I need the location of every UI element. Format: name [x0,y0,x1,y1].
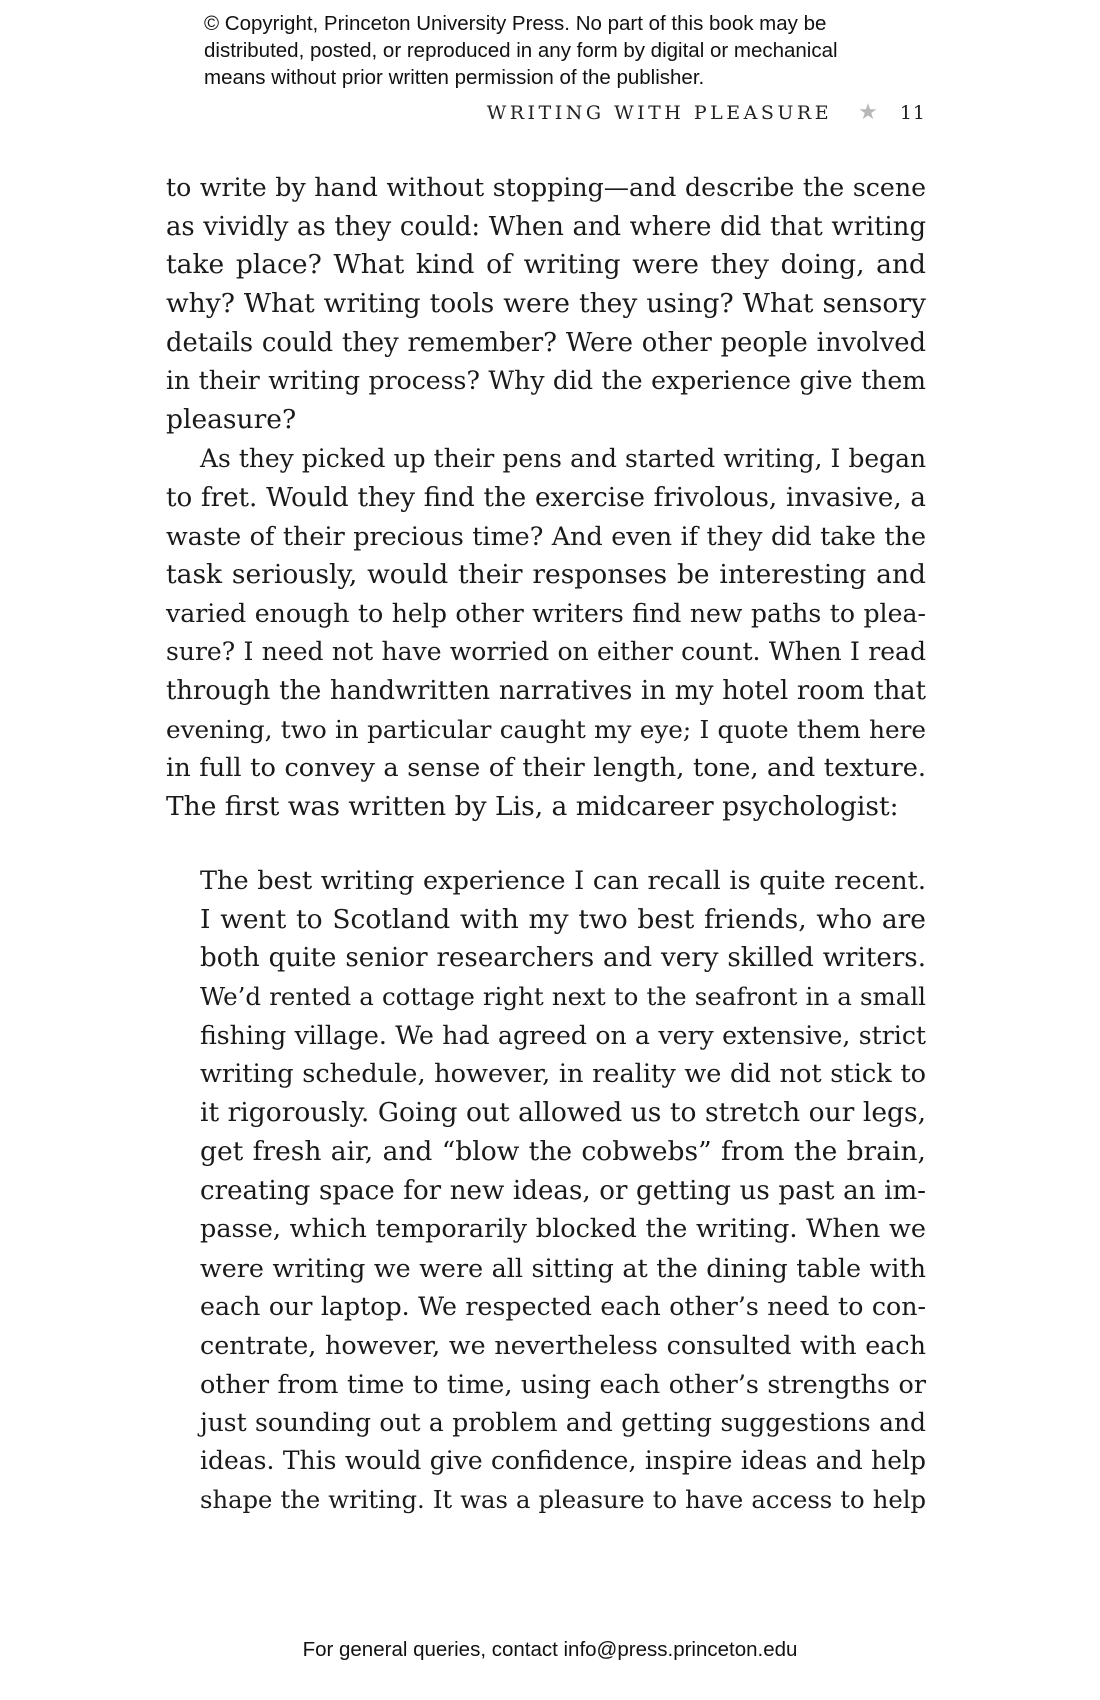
quote-line: centrate, however, we nevertheless consulted with each [200,1330,926,1361]
blockquote [200,862,926,1520]
body-line: as vividly as they could: When and where did that writing [166,211,926,242]
quote-line: We’d rented a cottage right next to the seafront in a small [200,982,926,1012]
quote-line: ideas. This would give confidence, inspire ideas and help [200,1446,926,1476]
copyright-line: means without prior written permission of the publisher. [204,66,705,89]
body-line: through the handwritten narratives in my hotel room that [166,675,926,706]
star-icon: ★ [858,100,878,125]
footer-contact: For general queries, contact info@press.princeton.edu [302,1638,798,1661]
quote-line: just sounding out a problem and getting suggestions and [200,1407,926,1437]
body-line: As they picked up their pens and started writing, I began [200,443,926,473]
body-line: to write by hand without stopping—and describe the scene [166,173,926,202]
quote-line: fishing village. We had agreed on a very extensive, strict [200,1020,926,1050]
quote-line: other from time to time, using each other’s strengths or [200,1368,926,1399]
body-line: The first was written by Lis, a midcareer psychologist: [166,791,899,822]
copyright-line: distributed, posted, or reproduced in any form by digital or mechanical [204,39,838,62]
copyright-notice [204,10,924,91]
body-line: why? What writing tools were they using? What sensory [166,288,926,320]
quote-line: creating space for new ideas, or getting us past an im- [200,1175,926,1206]
quote-line: each our laptop. We respected each other’s need to con- [200,1291,926,1321]
quote-line: it rigorously. Going out allowed us to stretch our legs, [200,1097,926,1129]
body-text [166,169,926,827]
body-line: varied enough to help other writers find new paths to plea- [166,598,926,628]
body-line: task seriously, would their responses be interesting and [166,558,926,590]
running-head-title: WRITING WITH PLEASURE [486,101,833,124]
body-line: in their writing process? Why did the experience give them [166,366,926,396]
body-line: pleasure? [166,404,297,436]
quote-line: get fresh air, and “blow the cobwebs” from the brain, [200,1135,926,1167]
quote-line: I went to Scotland with my two best friends, who are [200,903,926,935]
body-line: waste of their precious time? And even if they did take the [166,521,926,552]
body-line: in full to convey a sense of their length, tone, and texture. [166,753,926,784]
body-line: to fret. Would they find the exercise frivolous, invasive, a [166,482,926,513]
copyright-line: © Copyright, Princeton University Press. No part of this book may be [204,12,827,35]
quote-line: The best writing experience I can recall is quite recent. [200,866,926,896]
body-line: evening, two in particular caught my eye; I quote them here [166,714,926,744]
page-number: 11 [899,101,926,124]
quote-line: both quite senior researchers and very skilled writers. [200,943,926,974]
body-line: take place? What kind of writing were they doing, and [166,249,926,281]
quote-line: were writing we were all sitting at the dining table with [200,1252,926,1283]
body-line: details could they remember? Were other people involved [166,327,926,358]
quote-line: passe, which temporarily blocked the writing. When we [200,1214,926,1245]
quote-line: writing schedule, however, in reality we did not stick to [200,1059,926,1090]
running-head [487,100,926,125]
body-line: sure? I need not have worried on either count. When I read [166,637,926,667]
quote-line: shape the writing. It was a pleasure to have access to help [200,1485,926,1514]
